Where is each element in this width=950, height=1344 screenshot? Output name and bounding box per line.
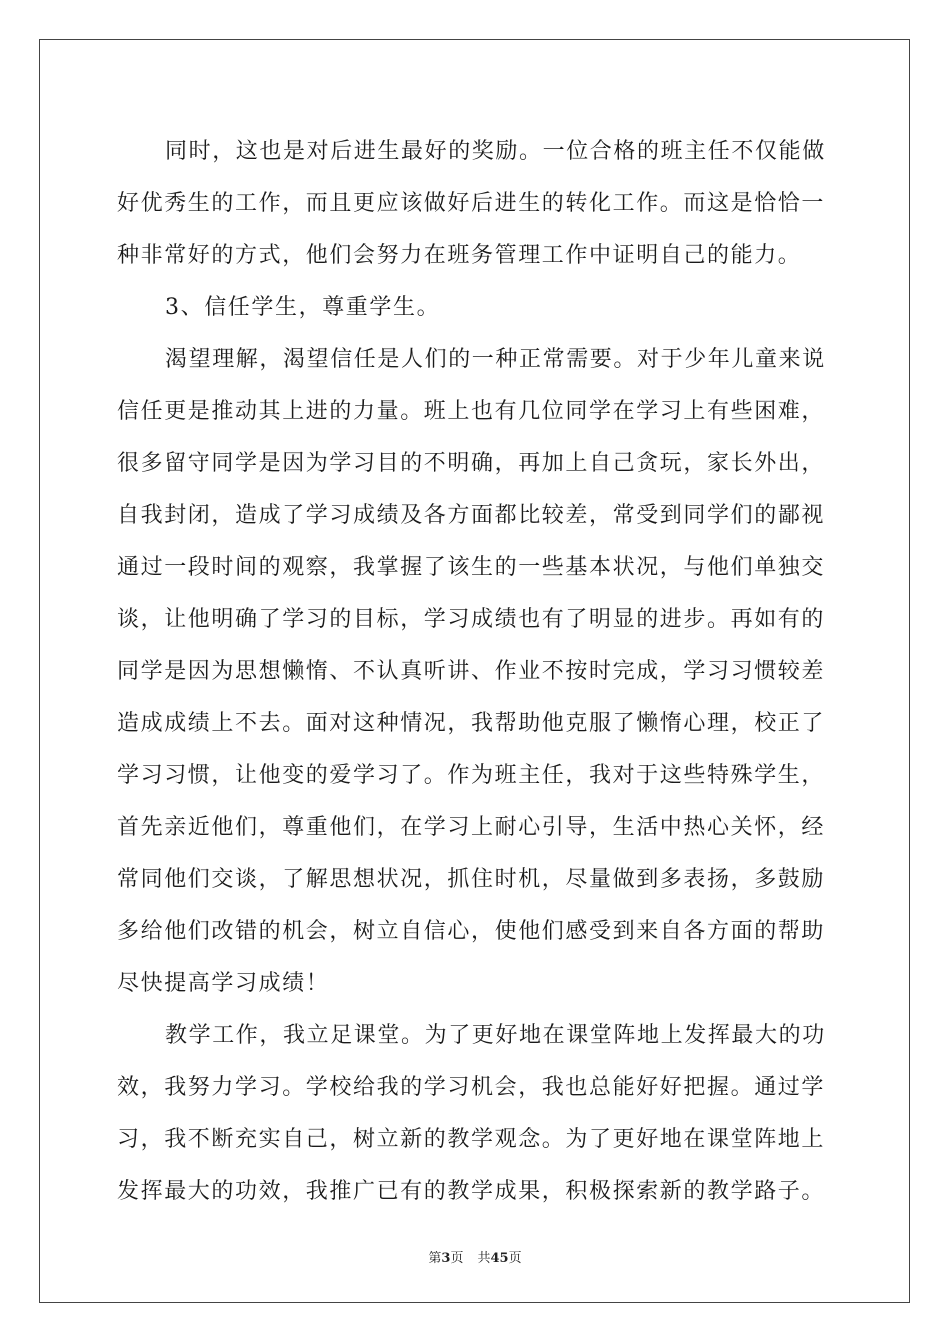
paragraph-line: 尽快提高学习成绩！ [117, 971, 330, 996]
section-heading [117, 282, 835, 334]
footer-total-suffix: 页 [508, 1251, 522, 1266]
document-body [117, 126, 835, 1218]
footer-page-number: 3 [441, 1251, 451, 1266]
paragraph-line: 教学工作，我立足课堂。为了更好地在课堂阵地上发挥最大的功 [165, 1023, 826, 1048]
footer-total-pages: 45 [490, 1251, 509, 1266]
paragraph-line: 同学是因为思想懒惰、不认真听讲、作业不按时完成，学习习惯较差 [117, 659, 826, 684]
paragraph-line: 习，我不断充实自己，树立新的教学观念。为了更好地在课堂阵地上 [117, 1127, 826, 1152]
paragraph-line: 同时，这也是对后进生最好的奖励。一位合格的班主任不仅能做 [165, 139, 826, 164]
paragraph-line: 多给他们改错的机会，树立自信心，使他们感受到来自各方面的帮助 [117, 919, 826, 944]
paragraph-line: 3、信任学生，尊重学生。 [165, 295, 441, 320]
paragraph-line: 种非常好的方式，他们会努力在班务管理工作中证明自己的能力。 [117, 243, 802, 268]
paragraph-line: 信任更是推动其上进的力量。班上也有几位同学在学习上有些困难， [117, 399, 826, 424]
paragraph-line: 通过一段时间的观察，我掌握了该生的一些基本状况，与他们单独交 [117, 555, 826, 580]
paragraph-line: 造成成绩上不去。面对这种情况，我帮助他克服了懒惰心理，校正了 [117, 711, 826, 736]
paragraph-1 [117, 126, 835, 282]
page-footer [0, 1247, 950, 1266]
paragraph-line: 效，我努力学习。学校给我的学习机会，我也总能好好把握。通过学 [117, 1075, 826, 1100]
paragraph-3 [117, 334, 835, 1010]
footer-page-prefix: 第 [428, 1251, 442, 1266]
paragraph-line: 好优秀生的工作，而且更应该做好后进生的转化工作。而这是恰恰一 [117, 191, 826, 216]
paragraph-line: 常同他们交谈，了解思想状况，抓住时机，尽量做到多表扬，多鼓励 [117, 867, 826, 892]
paragraph-line: 首先亲近他们，尊重他们，在学习上耐心引导，生活中热心关怀，经 [117, 815, 826, 840]
paragraph-line: 很多留守同学是因为学习目的不明确，再加上自己贪玩，家长外出， [117, 451, 826, 476]
paragraph-line: 自我封闭，造成了学习成绩及各方面都比较差，常受到同学们的鄙视 [117, 503, 826, 528]
paragraph-line: 发挥最大的功效，我推广已有的教学成果，积极探索新的教学路子。 [117, 1179, 826, 1204]
paragraph-line: 谈，让他明确了学习的目标，学习成绩也有了明显的进步。再如有的 [117, 607, 826, 632]
paragraph-line: 学习习惯，让他变的爱学习了。作为班主任，我对于这些特殊学生， [117, 763, 826, 788]
paragraph-line: 渴望理解，渴望信任是人们的一种正常需要。对于少年儿童来说 [165, 347, 826, 372]
footer-total-prefix: 共 [477, 1251, 491, 1266]
footer-page-suffix: 页 [450, 1251, 464, 1266]
paragraph-4 [117, 1010, 835, 1218]
